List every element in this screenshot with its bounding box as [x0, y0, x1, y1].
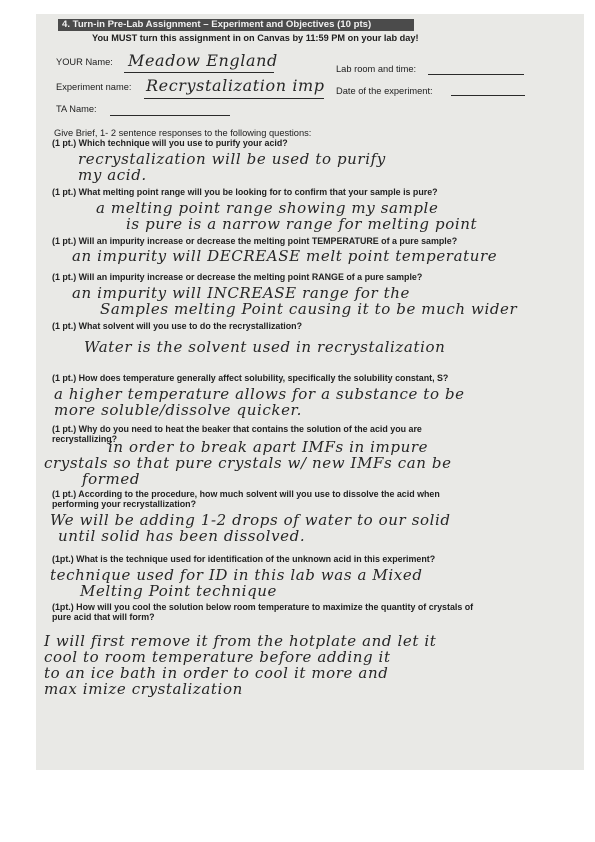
question-prompt: Which technique will you use to purify your acid?: [78, 138, 288, 148]
handwritten-answer: I will first remove it from the hotplate and let it: [44, 632, 437, 650]
question-points: (1pt.): [52, 602, 77, 612]
question-prompt: What solvent will you use to do the recrystallization?: [78, 321, 303, 331]
handwritten-answer: We will be adding 1-2 drops of water to our solid: [50, 511, 451, 529]
question-text: [52, 554, 435, 564]
handwritten-answer: a melting point range showing my sample: [96, 199, 439, 217]
question-text: [52, 138, 288, 148]
question-text: performing your recrystallization?: [52, 499, 197, 509]
question-prompt: Will an impurity increase or decrease the melting point RANGE of a pure sample?: [78, 272, 423, 282]
handwritten-answer: Water is the solvent used in recrystalization: [84, 338, 446, 356]
question-prompt: What is the technique used for identification of the unknown acid in this experiment?: [76, 554, 436, 564]
experiment-label: Experiment name:: [56, 82, 132, 92]
ta-name-line: [110, 115, 230, 116]
question-text: [52, 187, 438, 197]
question-points: (1 pt.): [52, 321, 79, 331]
question-points: (1 pt.): [52, 424, 79, 434]
handwritten-answer: recrystalization will be used to purify: [78, 150, 386, 168]
question-prompt: Will an impurity increase or decrease the melting point TEMPERATURE of a pure sample?: [78, 236, 458, 246]
instructions: Give Brief, 1- 2 sentence responses to the following questions:: [54, 128, 312, 138]
question-text: [52, 236, 457, 246]
handwritten-answer: Melting Point technique: [80, 582, 278, 600]
name-label: YOUR Name:: [56, 57, 113, 67]
handwritten-answer: Samples melting Point causing it to be much wider: [100, 300, 518, 318]
handwritten-answer: until solid has been dissolved.: [58, 527, 306, 545]
section-title: 4. Turn-in Pre-Lab Assignment – Experiment and Objectives (10 pts): [62, 19, 372, 30]
question-points: (1 pt.): [52, 272, 79, 282]
handwritten-answer: technique used for ID in this lab was a Mixed: [50, 566, 423, 584]
experiment-line: [144, 98, 324, 99]
deadline-notice: You MUST turn this assignment in on Canvas by 11:59 PM on your lab day!: [92, 33, 419, 43]
handwritten-answer: cool to room temperature before adding it: [44, 648, 391, 666]
handwritten-answer: to an ice bath in order to cool it more and: [44, 664, 389, 682]
handwritten-answer: my acid.: [78, 166, 147, 184]
question-prompt: How does temperature generally affect solubility, specifically the solubility constant, S?: [78, 373, 449, 383]
question-text: [52, 489, 440, 499]
question-text: recrystallizing?: [52, 434, 118, 444]
question-text: pure acid that will form?: [52, 612, 155, 622]
question-text: [52, 321, 302, 331]
question-prompt: What melting point range will you be looking for to confirm that your sample is pure?: [78, 187, 438, 197]
question-text: [52, 373, 448, 383]
handwritten-answer: an impurity will DECREASE melt point temperature: [72, 247, 498, 265]
question-points: (1 pt.): [52, 236, 79, 246]
question-points: (1pt.): [52, 554, 77, 564]
name-line: [124, 72, 274, 73]
handwritten-answer: in order to break apart IMFs in impure: [108, 438, 429, 456]
question-text: [52, 424, 422, 434]
question-points: (1 pt.): [52, 138, 79, 148]
question-prompt: How will you cool the solution below room temperature to maximize the quantity of crystals of: [76, 602, 474, 612]
question-text: [52, 272, 422, 282]
handwritten-answer: max imize crystalization: [44, 680, 243, 698]
date-line: [451, 95, 525, 96]
lab-room-label: Lab room and time:: [336, 64, 417, 74]
handwritten-answer: an impurity will INCREASE range for the: [72, 284, 410, 302]
date-label: Date of the experiment:: [336, 86, 433, 96]
ta-name-label: TA Name:: [56, 104, 97, 114]
name-value: Meadow England: [128, 51, 278, 70]
handwritten-answer: a higher temperature allows for a substance to be: [54, 385, 465, 403]
question-points: (1 pt.): [52, 187, 79, 197]
question-text: [52, 602, 473, 612]
handwritten-answer: crystals so that pure crystals w/ new IMFs can be: [44, 454, 452, 472]
handwritten-answer: is pure is a narrow range for melting point: [126, 215, 478, 233]
question-points: (1 pt.): [52, 373, 79, 383]
lab-room-line: [428, 74, 524, 75]
question-prompt: Why do you need to heat the beaker that contains the solution of the acid you are: [78, 424, 422, 434]
question-prompt: According to the procedure, how much solvent will you use to dissolve the acid when: [78, 489, 440, 499]
handwritten-answer: formed: [82, 470, 141, 488]
experiment-value: Recrystalization imp: [146, 76, 325, 95]
question-points: (1 pt.): [52, 489, 79, 499]
handwritten-answer: more soluble/dissolve quicker.: [54, 401, 303, 419]
